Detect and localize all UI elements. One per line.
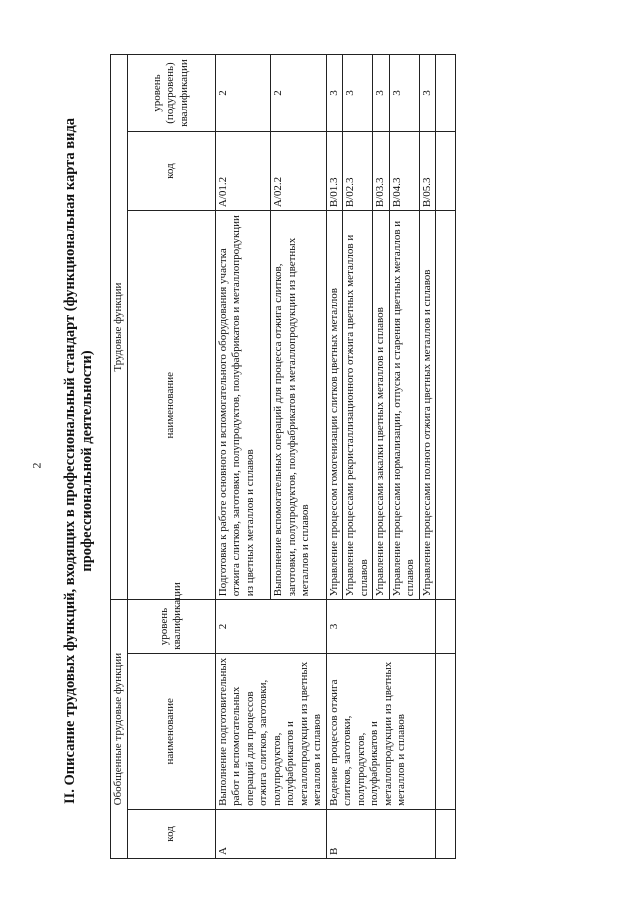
function-name: Управление процессами полного отжига цветных металлов и сплавов: [419, 211, 436, 600]
function-name: Выполнение вспомогательных операций для процесса отжига слитков, заготовки, полупродуктов, полуфабрикатов и металлопродукции из цветных металлов и сплавов: [271, 211, 327, 600]
page-number: 2: [29, 462, 44, 469]
function-level: 3: [326, 55, 343, 132]
header-tf-name: наименование: [127, 211, 215, 600]
header-code: код: [127, 809, 215, 858]
function-level: 3: [419, 55, 436, 132]
function-code: A/02.2: [271, 132, 327, 211]
function-level: 3: [373, 55, 390, 132]
function-level: 3: [343, 55, 373, 132]
function-level: 2: [271, 55, 327, 132]
group-code: A: [215, 809, 326, 858]
function-code: A/01.2: [215, 132, 271, 211]
function-level: 2: [215, 55, 271, 132]
function-name: Управление процессами закалки цветных металлов и сплавов: [373, 211, 390, 600]
function-code: B/04.3: [389, 132, 419, 211]
group-name: Ведение процессов отжига слитков, заготовки, полупродуктов, полуфабрикатов и металлопродукции из цветных металлов и сплавов: [326, 653, 436, 809]
function-code: B/01.3: [326, 132, 343, 211]
function-name: Управление процессами нормализации, отпуска и старения цветных металлов и сплавов: [389, 211, 419, 600]
header-tf-code: код: [127, 132, 215, 211]
header-level: уровень квалификации: [127, 600, 215, 653]
function-code: B/02.3: [343, 132, 373, 211]
function-level: 3: [389, 55, 419, 132]
functional-map-table: [110, 54, 456, 859]
table-row: [326, 55, 343, 859]
header-tf-level: уровень (подуровень) квалификации: [127, 55, 215, 132]
function-code: B/05.3: [419, 132, 436, 211]
function-name: Управление процессом гомогенизации слитков цветных металлов: [326, 211, 343, 600]
header-functions: Трудовые функции: [111, 55, 128, 600]
function-name: Подготовка к работе основного и вспомогательного оборудования участка отжига слитков, заготовки, полупродуктов, полуфабрикатов и металлопродукции из цветных металлов и сплавов: [215, 211, 271, 600]
function-name: Управление процессами рекристаллизационного отжига цветных металлов и сплавов: [343, 211, 373, 600]
group-level: 3: [326, 600, 436, 653]
table-row: [215, 55, 271, 859]
table-row-empty: [436, 55, 456, 859]
section-title: II. Описание трудовых функций, входящих в профессиональный стандарт (функциональная карта вида профессиональной деятельности): [62, 117, 95, 805]
header-generalized: Обобщенные трудовые функции: [111, 600, 128, 859]
group-level: 2: [215, 600, 326, 653]
header-name: наименование: [127, 653, 215, 809]
group-name: Выполнение подготовительных работ и вспомогательных операций для процессов отжига слитков, заготовки, полупродуктов, полуфабрикатов и металлопродукции из цветных металлов и сплавов: [215, 653, 326, 809]
group-code: B: [326, 809, 436, 858]
function-code: B/03.3: [373, 132, 390, 211]
